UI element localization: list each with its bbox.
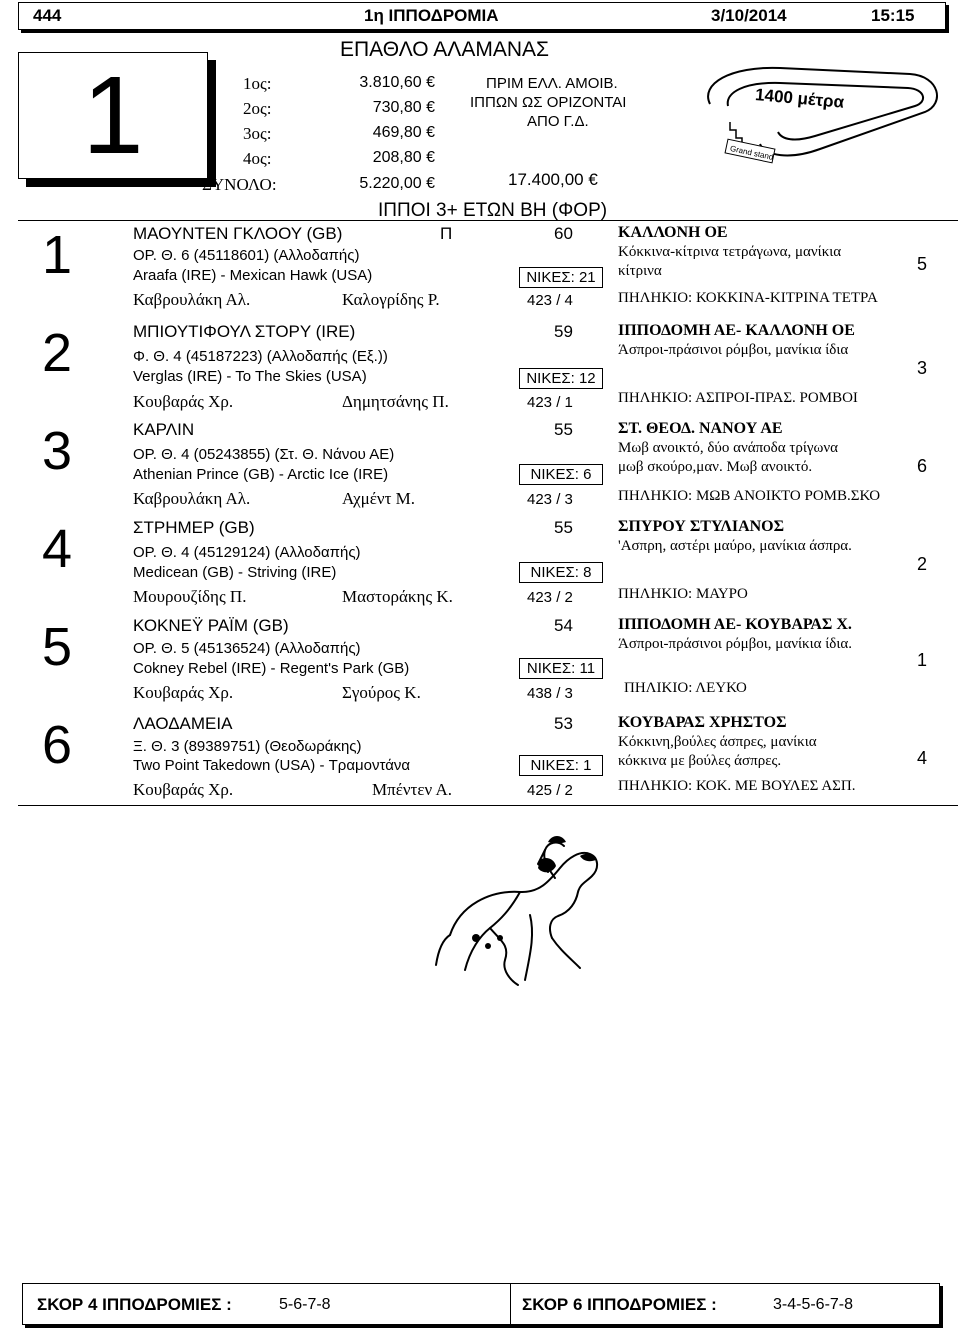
colors-line-2: κόκκινα με βούλες άσπρες. xyxy=(618,753,782,769)
colors-line-2: μωβ σκούρο,μαν. Μωβ ανοικτό. xyxy=(618,459,813,475)
saddlecloth-info: ΠΗΛΙΚΙΟ: ΛΕΥΚΟ xyxy=(624,680,747,696)
horse-weight: 55 xyxy=(554,518,573,537)
row-separator xyxy=(18,220,958,221)
horse-origin: Ξ. Θ. 3 (89389751) (Θεοδωράκης) xyxy=(133,738,362,755)
colors-line-1: Μωβ ανοικτό, δύο ανάποδα τρίγωνα xyxy=(618,440,839,456)
horse-weight: 60 xyxy=(554,224,573,243)
horse-name: ΜΠΙΟΥΤΙΦΟΥΛ ΣΤΟΡΥ (IRE) xyxy=(133,322,356,341)
entry-number: 1 xyxy=(42,225,73,285)
colors-line-1: Άσπροι-πράσινοι ρόμβοι, μανίκια ίδια xyxy=(618,342,849,358)
header-bar xyxy=(18,2,946,30)
horse-name: ΛΑΟΔΑΜΕΙΑ xyxy=(133,714,233,733)
race-number-box xyxy=(18,52,208,179)
entry-row xyxy=(0,416,960,512)
owner-name: ΚΑΛΛΟΝΗ ΟΕ xyxy=(618,224,728,241)
horse-pedigree: Medicean (GB) - Striving (IRE) xyxy=(133,564,337,581)
score6-value: 3-4-5-6-7-8 xyxy=(773,1296,854,1313)
prize-label: 1ος: xyxy=(243,74,272,93)
horse-weight: 55 xyxy=(554,420,573,439)
track-map-icon xyxy=(670,44,950,174)
horse-pedigree: Two Point Takedown (USA) - Τραμοντάνα xyxy=(133,757,411,774)
horse-name: ΚΑΡΛΙΝ xyxy=(133,420,195,439)
horse-pedigree: Verglas (IRE) - To The Skies (USA) xyxy=(133,368,367,385)
entries-bottom-rule xyxy=(18,805,958,806)
horse-pedigree: Cokney Rebel (IRE) - Regent's Park (GB) xyxy=(133,660,410,677)
wins-box: ΝΙΚΕΣ: 11 xyxy=(519,658,603,679)
rating-ratio: 423 / 3 xyxy=(527,491,573,508)
owner-name: ΙΠΠΟΔΟΜΗ ΑΕ- ΚΑΛΛΟΝΗ ΟΕ xyxy=(618,322,855,339)
horse-origin: Φ. Θ. 4 (45187223) (Αλλοδαπής (Εξ.)) xyxy=(133,348,388,365)
race-number: 1 xyxy=(82,54,144,177)
entry-row xyxy=(0,710,960,806)
jockey-name: Καβρουλάκη Αλ. xyxy=(133,489,251,508)
score6-label: ΣΚΟΡ 6 ΙΠΠΟΔΡΟΜΙΕΣ : xyxy=(522,1295,717,1314)
saddlecloth-info: ΠΗΛΗΚΙΟ: ΑΣΠΡΟΙ-ΠΡΑΣ. ΡΟΜΒΟΙ xyxy=(618,390,858,406)
jockey-name: Κουβαράς Χρ. xyxy=(133,392,234,411)
draw-number: 1 xyxy=(917,650,928,670)
colors-line-1: Κόκκινη,βούλες άσπρες, μανίκια xyxy=(618,734,817,750)
race-date: 3/10/2014 xyxy=(711,6,787,25)
horse-weight: 59 xyxy=(554,322,573,341)
race-time: 15:15 xyxy=(871,6,915,25)
prize-value: 730,80 € xyxy=(372,99,435,116)
trainer-name: Σγούρος Κ. xyxy=(342,683,421,702)
horse-name: ΜΑΟΥΝΤΕΝ ΓΚΛΟΟΥ (GB) xyxy=(133,224,343,243)
draw-number: 5 xyxy=(917,254,928,274)
jockey-name: Κουβαράς Χρ. xyxy=(133,683,234,702)
trainer-name: Μπέντεν Α. xyxy=(372,780,453,799)
score-footer xyxy=(22,1283,940,1325)
prize-label: 3ος: xyxy=(243,124,272,143)
horse-origin: ΟΡ. Θ. 4 (05243855) (Στ. Θ. Νάνου ΑΕ) xyxy=(133,446,395,463)
horse-weight: 54 xyxy=(554,616,573,635)
draw-number: 6 xyxy=(917,456,928,476)
horse-origin: ΟΡ. Θ. 4 (45129124) (Αλλοδαπής) xyxy=(133,544,361,561)
colors-line-1: Άσπροι-πράσινοι ρόμβοι, μανίκια ίδια. xyxy=(618,636,852,652)
entry-number: 4 xyxy=(42,519,73,579)
entry-row xyxy=(0,220,960,316)
colors-line-1: 'Ασπρη, αστέρι μαύρο, μανίκια άσπρα. xyxy=(618,538,852,554)
bonus-value: 17.400,00 € xyxy=(508,170,598,189)
wins-box: ΝΙΚΕΣ: 6 xyxy=(519,464,603,485)
grandstand-label: Grand stand xyxy=(729,143,775,162)
rating-ratio: 423 / 2 xyxy=(527,589,573,606)
jockey-name: Καβρουλάκη Αλ. xyxy=(133,290,251,309)
saddlecloth-info: ΠΗΛΗΚΙΟ: ΚΟΚ. ΜΕ ΒΟΥΛΕΣ ΑΣΠ. xyxy=(618,778,856,794)
entry-number: 2 xyxy=(42,323,73,383)
trainer-name: Αχμέντ Μ. xyxy=(342,489,416,508)
trainer-name: Μαστοράκης Κ. xyxy=(342,587,453,606)
rating-ratio: 425 / 2 xyxy=(527,782,573,799)
prize-label: 2ος: xyxy=(243,99,272,118)
bonus-line-3: ΑΠΟ Γ.Δ. xyxy=(527,113,589,130)
page-number: 444 xyxy=(33,6,62,25)
total-label: ΣΥΝΟΛΟ: xyxy=(202,175,277,194)
horse-weight: 53 xyxy=(554,714,573,733)
bonus-line-1: ΠΡΙΜ ΕΛΛ. ΑΜΟΙΒ. xyxy=(486,75,618,92)
entry-row xyxy=(0,612,960,708)
owner-name: ΣΤ. ΘΕΟΔ. ΝΑΝΟΥ ΑΕ xyxy=(618,420,783,437)
horse-pedigree: Athenian Prince (GB) - Arctic Ice (IRE) xyxy=(133,466,389,483)
entry-row xyxy=(0,514,960,610)
horse-jockey-icon xyxy=(430,820,620,1010)
race-name: ΕΠΑΘΛΟ ΑΛΑΜΑΝΑΣ xyxy=(340,38,549,61)
race-title: 1η ΙΠΠΟΔΡΟΜΙΑ xyxy=(364,6,499,25)
draw-number: 2 xyxy=(917,554,928,574)
saddlecloth-info: ΠΗΛΗΚΙΟ: ΚΟΚΚΙΝΑ-ΚΙΤΡΙΝΑ ΤΕΤΡΑ xyxy=(618,290,878,306)
wins-box: ΝΙΚΕΣ: 21 xyxy=(519,267,603,288)
prize-value: 208,80 € xyxy=(372,149,435,166)
wins-box: ΝΙΚΕΣ: 12 xyxy=(519,368,603,389)
jockey-name: Κουβαράς Χρ. xyxy=(133,780,234,799)
total-value: 5.220,00 € xyxy=(359,175,435,192)
horse-pedigree: Araafa (IRE) - Mexican Hawk (USA) xyxy=(133,267,373,284)
trainer-name: Καλογρίδης Ρ. xyxy=(342,290,440,309)
horse-origin: ΟΡ. Θ. 6 (45118601) (Αλλοδαπής) xyxy=(133,247,360,264)
draw-number: 4 xyxy=(917,748,928,768)
horse-name: ΚΟΚΝΕΫ ΡΑΪΜ (GB) xyxy=(133,616,289,635)
rating-ratio: 423 / 1 xyxy=(527,394,573,411)
wins-box: ΝΙΚΕΣ: 1 xyxy=(519,755,603,776)
score4-label: ΣΚΟΡ 4 ΙΠΠΟΔΡΟΜΙΕΣ : xyxy=(37,1295,232,1314)
horse-sex: Π xyxy=(440,224,453,243)
owner-name: ΙΠΠΟΔΟΜΗ ΑΕ- ΚΟΥΒΑΡΑΣ Χ. xyxy=(618,616,852,633)
bonus-line-2: ΙΠΠΩΝ ΩΣ ΟΡΙΖΟΝΤΑΙ xyxy=(470,94,627,111)
entry-row xyxy=(0,318,960,414)
saddlecloth-info: ΠΗΛΗΚΙΟ: ΜΩΒ ΑΝΟΙΚΤΟ ΡΟΜΒ.ΣΚΟ xyxy=(618,488,881,504)
entry-number: 5 xyxy=(42,617,73,677)
saddlecloth-info: ΠΗΛΗΚΙΟ: ΜΑΥΡΟ xyxy=(618,586,748,602)
footer-divider xyxy=(510,1284,511,1324)
horse-name: ΣΤΡΗΜΕΡ (GB) xyxy=(133,518,255,537)
prize-label: 4ος: xyxy=(243,149,272,168)
score4-value: 5-6-7-8 xyxy=(279,1296,331,1313)
horse-origin: ΟΡ. Θ. 5 (45136524) (Αλλοδαπής) xyxy=(133,640,361,657)
draw-number: 3 xyxy=(917,358,928,378)
rating-ratio: 438 / 3 xyxy=(527,685,573,702)
colors-line-2: κίτρινα xyxy=(618,263,662,279)
colors-line-1: Κόκκινα-κίτρινα τετράγωνα, μανίκια xyxy=(618,244,842,260)
distance-label: 1400 μέτρα xyxy=(754,85,845,112)
wins-box: ΝΙΚΕΣ: 8 xyxy=(519,562,603,583)
prize-value: 469,80 € xyxy=(372,124,435,141)
owner-name: ΚΟΥΒΑΡΑΣ ΧΡΗΣΤΟΣ xyxy=(618,714,787,731)
entry-number: 3 xyxy=(42,421,73,481)
rating-ratio: 423 / 4 xyxy=(527,292,573,309)
prize-value: 3.810,60 € xyxy=(359,74,435,91)
entry-number: 6 xyxy=(42,715,73,775)
owner-name: ΣΠΥΡΟΥ ΣΤΥΛΙΑΝΟΣ xyxy=(618,518,785,535)
trainer-name: Δημητσάνης Π. xyxy=(342,392,449,411)
race-category: ΙΠΠΟΙ 3+ ΕΤΩΝ ΒΗ (ΦΟΡ) xyxy=(378,200,608,221)
jockey-name: Μουρουζίδης Π. xyxy=(133,587,247,606)
